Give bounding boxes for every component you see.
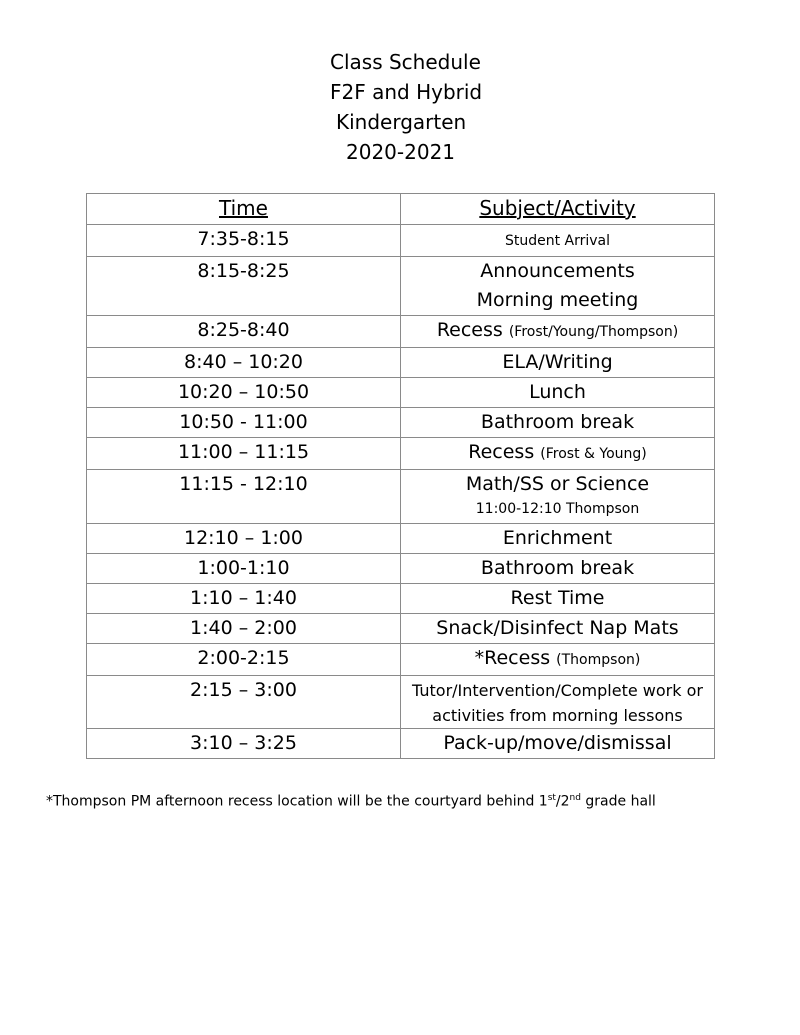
title-line-3: Kindergarten — [336, 110, 467, 134]
activity-cell-line2: Morning meeting — [476, 289, 639, 311]
header-activity: Subject/Activity — [479, 196, 636, 220]
table-row — [87, 729, 715, 759]
footnote-text-2: /2 — [555, 793, 570, 810]
footnote-text: *Thompson PM afternoon recess location will be the courtyard behind 1 — [46, 793, 548, 810]
time-cell: 2:15 – 3:00 — [87, 676, 401, 729]
schedule-table — [86, 193, 715, 759]
activity-cell: Math/SS or Science — [465, 473, 650, 495]
activity-cell: ELA/Writing — [401, 348, 715, 378]
time-cell: 1:10 – 1:40 — [87, 584, 401, 614]
table-row — [87, 438, 715, 470]
table-row — [87, 644, 715, 676]
table-row — [87, 584, 715, 614]
activity-cell: Snack/Disinfect Nap Mats — [401, 614, 715, 644]
activity-cell: Announcements — [480, 260, 635, 282]
time-cell: 12:10 – 1:00 — [87, 524, 401, 554]
activity-cell: Bathroom break — [401, 408, 715, 438]
table-row — [87, 524, 715, 554]
time-cell: 8:15-8:25 — [87, 257, 401, 316]
title-line-4: 2020-2021 — [346, 140, 456, 164]
activity-cell: Student Arrival — [504, 233, 611, 249]
table-header-row — [87, 194, 715, 225]
activity-cell: Tutor/Intervention/Complete work or activities from morning lessons — [412, 681, 703, 725]
table-row — [87, 225, 715, 257]
activity-cell: Rest Time — [401, 584, 715, 614]
activity-cell: Lunch — [401, 378, 715, 408]
footnote — [46, 793, 656, 810]
activity-cell: Bathroom break — [401, 554, 715, 584]
time-cell: 11:15 - 12:10 — [87, 470, 401, 524]
activity-cell: Enrichment — [401, 524, 715, 554]
time-cell: 2:00-2:15 — [87, 644, 401, 676]
table-row — [87, 378, 715, 408]
time-cell: 11:00 – 11:15 — [87, 438, 401, 470]
footnote-text-3: grade hall — [580, 793, 656, 810]
time-cell: 8:40 – 10:20 — [87, 348, 401, 378]
time-cell: 1:00-1:10 — [87, 554, 401, 584]
table-row — [87, 316, 715, 348]
time-cell: 3:10 – 3:25 — [87, 729, 401, 759]
activity-note: (Frost/Young/Thompson) — [508, 324, 679, 340]
activity-cell: Recess — [468, 441, 535, 463]
footnote-sup-nd: nd — [569, 793, 581, 803]
activity-note: (Frost & Young) — [540, 446, 647, 462]
time-cell: 10:20 – 10:50 — [87, 378, 401, 408]
table-row — [87, 257, 715, 316]
table-row — [87, 554, 715, 584]
time-cell: 1:40 – 2:00 — [87, 614, 401, 644]
table-row — [87, 614, 715, 644]
activity-cell: *Recess — [474, 647, 551, 669]
table-row — [87, 348, 715, 378]
table-row — [87, 408, 715, 438]
title-line-1: Class Schedule — [330, 50, 481, 74]
header-time: Time — [219, 196, 268, 220]
footnote-sup-st: st — [547, 793, 556, 803]
time-cell: 10:50 - 11:00 — [87, 408, 401, 438]
activity-subnote: 11:00-12:10 Thompson — [475, 501, 640, 517]
activity-note: (Thompson) — [556, 652, 641, 668]
time-cell: 8:25-8:40 — [87, 316, 401, 348]
table-row — [87, 676, 715, 729]
title-line-2: F2F and Hybrid — [330, 80, 483, 104]
time-cell: 7:35-8:15 — [87, 225, 401, 257]
table-row — [87, 470, 715, 524]
activity-cell: Recess — [436, 319, 503, 341]
activity-cell: Pack-up/move/dismissal — [401, 729, 715, 759]
